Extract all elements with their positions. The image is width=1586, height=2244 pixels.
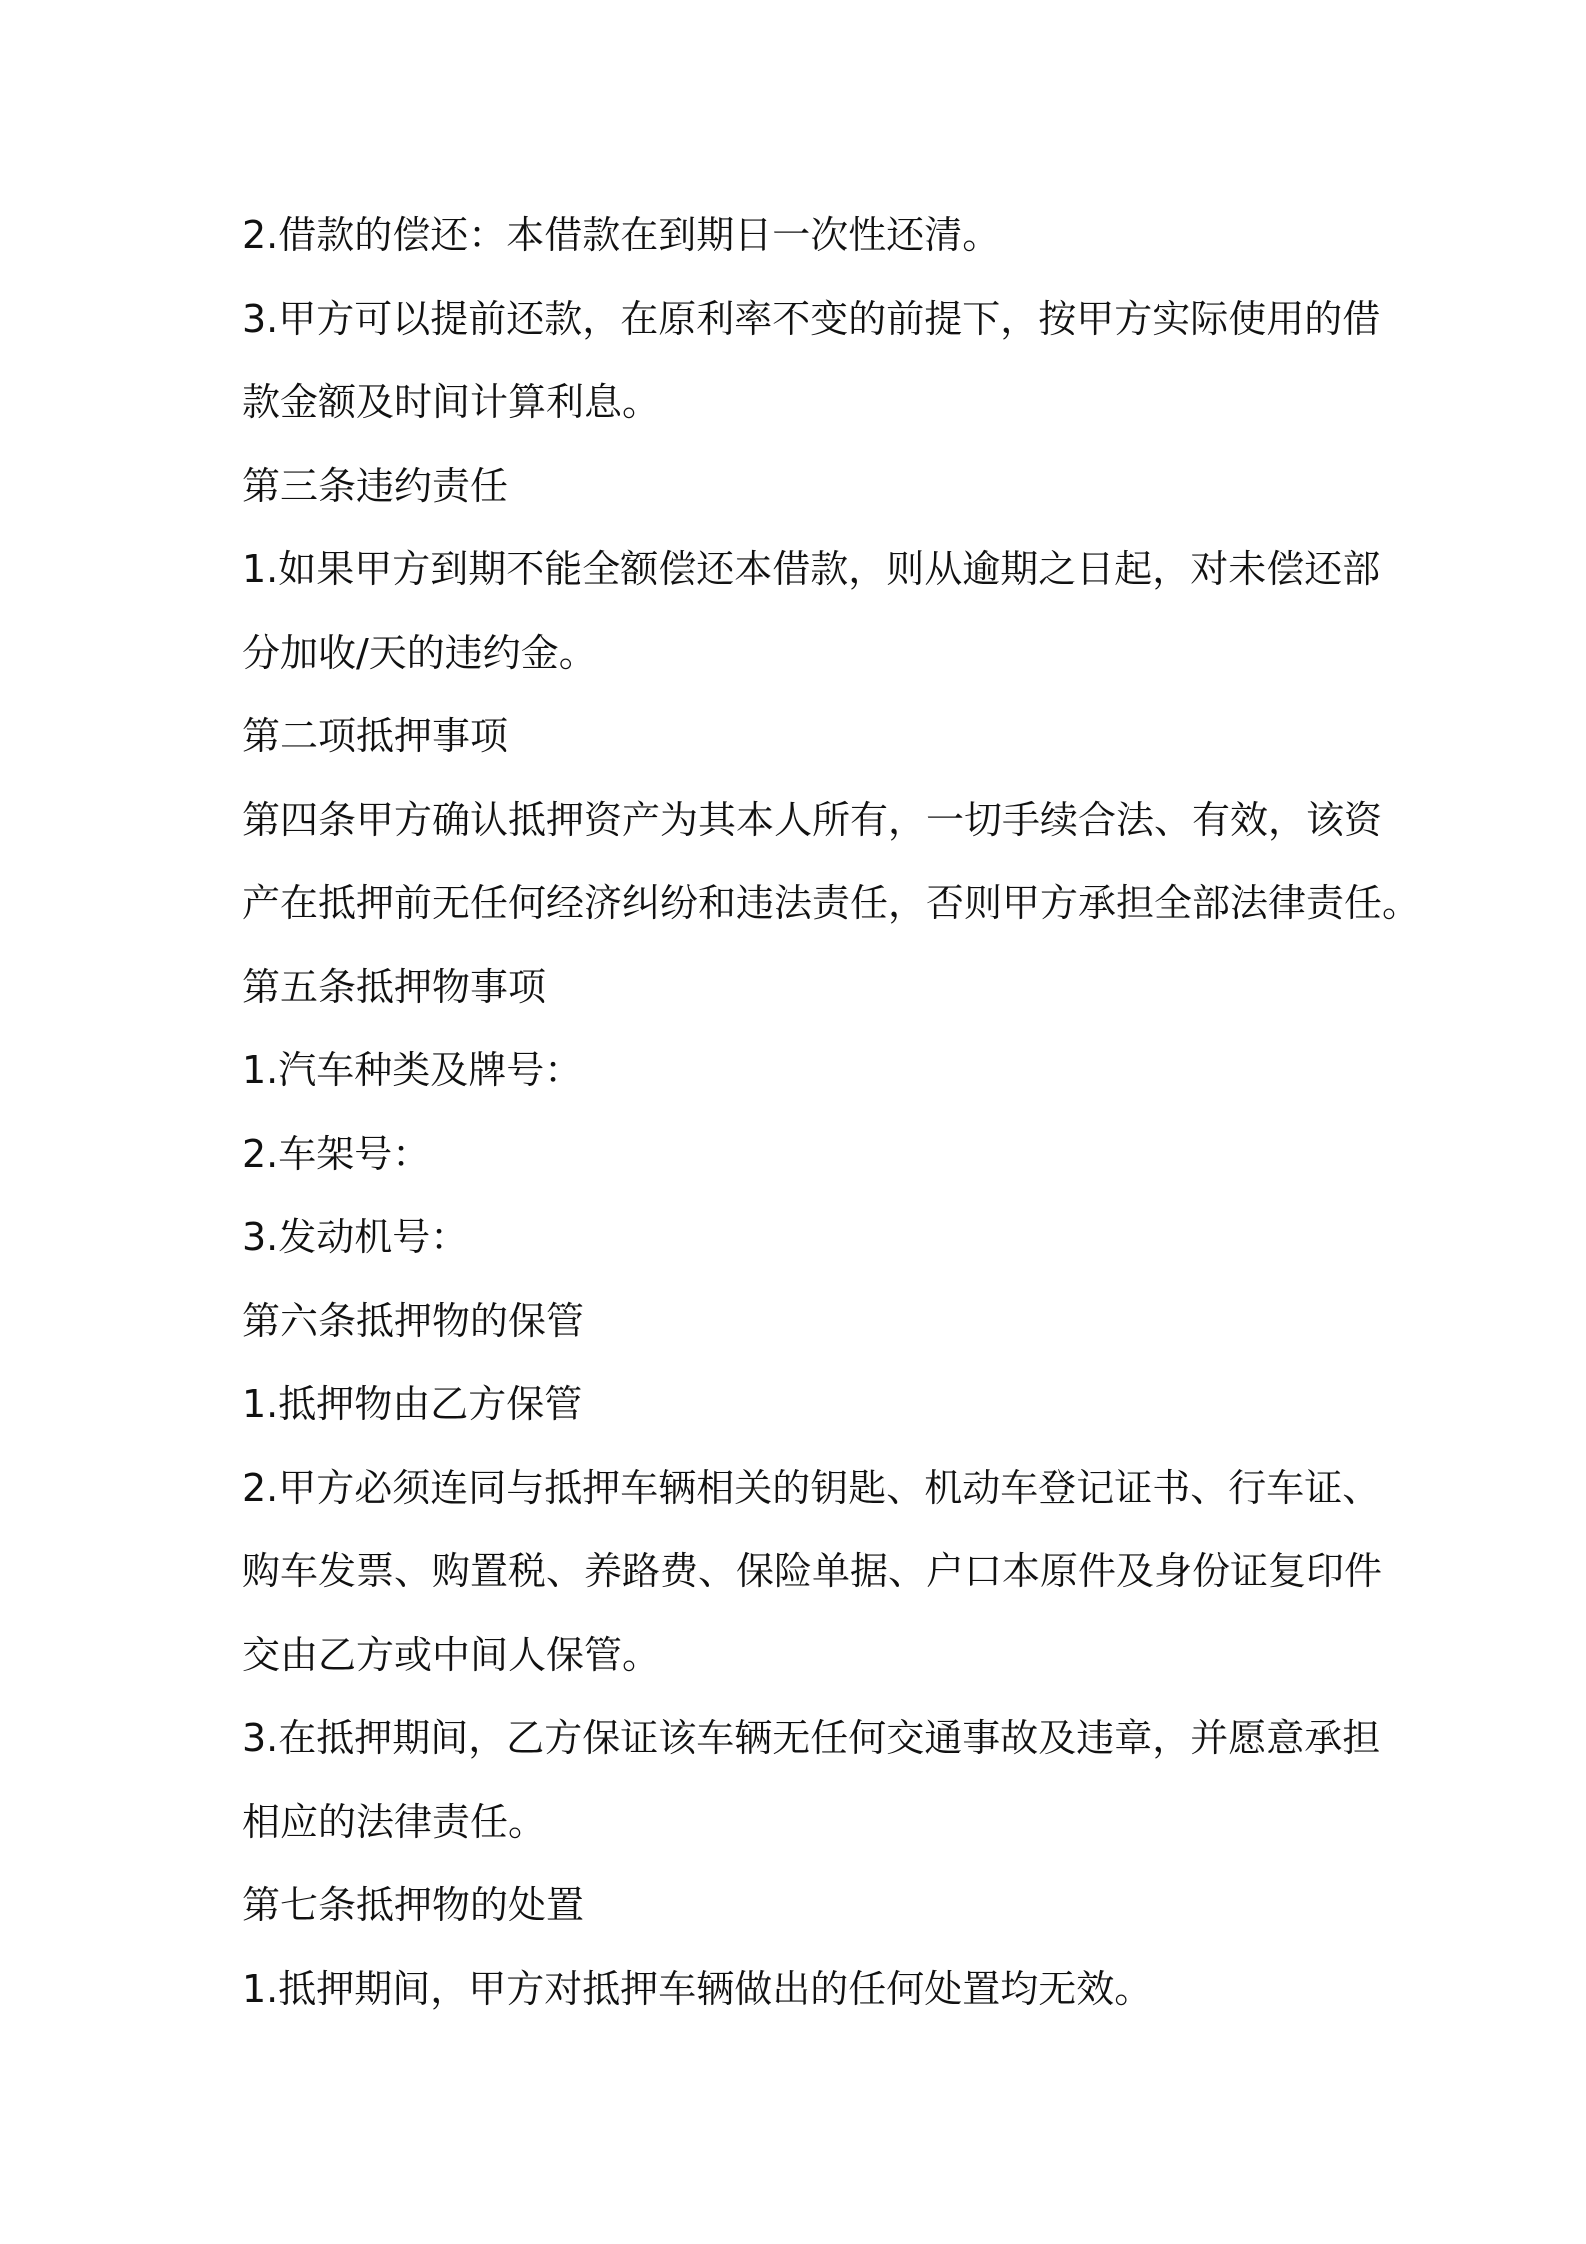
text-line: 3.甲方可以提前还款，在原利率不变的前提下，按甲方实际使用的借 (242, 296, 1381, 341)
text-line: 第四条甲方确认抵押资产为其本人所有，一切手续合法、有效，该资 (242, 797, 1383, 842)
text-line: 相应的法律责任。 (242, 1799, 547, 1844)
section-heading: 第三条违约责任 (242, 463, 509, 508)
text-line: 1.如果甲方到期不能全额偿还本借款，则从逾期之日起，对未偿还部 (242, 547, 1381, 591)
text-line: 1.汽车种类及牌号： (242, 1048, 583, 1092)
text-line: 2.车架号： (242, 1131, 431, 1176)
text-line: 3.发动机号： (242, 1215, 469, 1259)
text-line: 1.抵押期间，甲方对抵押车辆做出的任何处置均无效。 (242, 1966, 1153, 2011)
section-heading: 第五条抵押物事项 (242, 964, 547, 1009)
text-line: 购车发票、购置税、养路费、保险单据、户口本原件及身份证复印件 (242, 1549, 1383, 1593)
contract-text (242, 194, 1421, 2031)
text-line: 交由乙方或中间人保管。 (242, 1632, 661, 1677)
text-line: 3.在抵押期间，乙方保证该车辆无任何交通事故及违章，并愿意承担 (242, 1716, 1381, 1760)
section-heading: 第六条抵押物的保管 (242, 1298, 585, 1343)
text-line: 产在抵押前无任何经济纠纷和违法责任，否则甲方承担全部法律责任。 (242, 881, 1421, 925)
text-line: 款金额及时间计算利息。 (242, 380, 661, 424)
section-heading: 第七条抵押物的处置 (242, 1883, 585, 1927)
section-heading: 第二项抵押事项 (242, 714, 509, 758)
text-line: 2.甲方必须连同与抵押车辆相关的钥匙、机动车登记证书、行车证、 (242, 1465, 1381, 1510)
text-line: 1.抵押物由乙方保管 (242, 1382, 583, 1426)
text-line: 2.借款的偿还：本借款在到期日一次性还清。 (242, 213, 1001, 257)
text-line: 分加收/天的违约金。 (242, 630, 597, 675)
